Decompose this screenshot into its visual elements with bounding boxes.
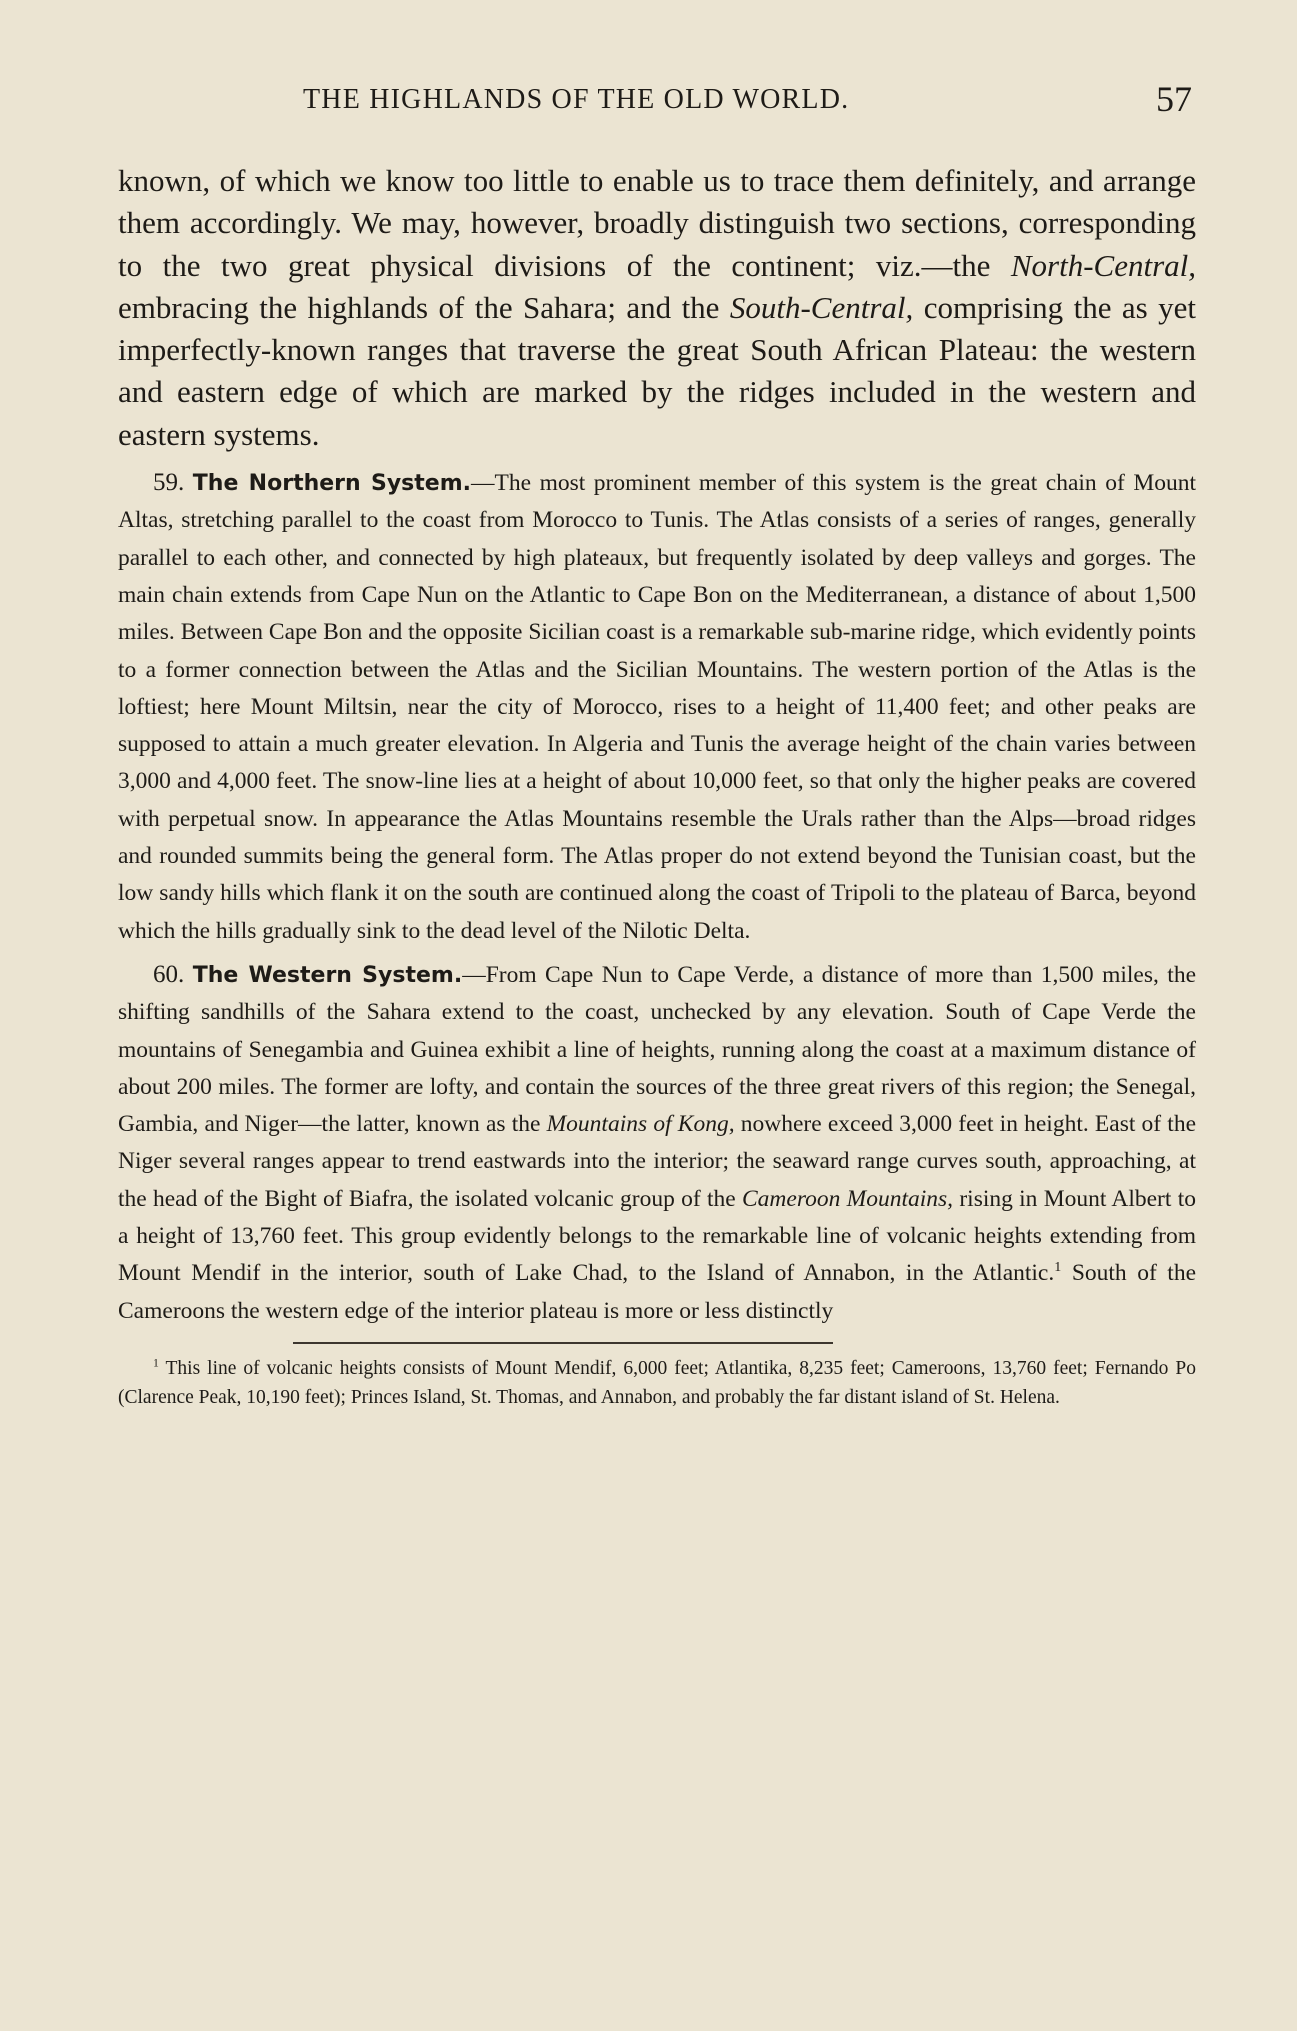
section-text-1: —From Cape Nun to Cape Verde, a distance of more than 1,500 miles, the shifting sandhills of the Sahara extend to the coast, unchecked by any elevation. South of Cape Verde the mountains of Senegambia and Guinea exhibit a line of heights, running along the coast at a maximum distance of about 200 miles. The former are lofty, and contain the sources of the three great rivers of this region; the Senegal, Gambia, and Niger—the latter, known as the	[118, 961, 1197, 1138]
footnote-reference: 1	[1054, 1259, 1062, 1276]
book-page	[118, 72, 1196, 1412]
term-cameroon-mountains: Cameroon Mountains,	[742, 1185, 954, 1212]
section-59	[118, 464, 1196, 950]
section-60	[118, 956, 1196, 1330]
intro-text-3: comprising the as yet imperfectly-known ranges that traverse the great South African Plateau: the western and eastern edge of which are marked by the ridges included in the western and eastern systems.	[118, 289, 1196, 452]
section-text-4: South of the Cameroons the western edge of the interior plateau is more or less distinctly	[118, 1260, 1196, 1324]
section-number: 59.	[153, 469, 185, 497]
footnote	[118, 1354, 1196, 1412]
footnote-text: This line of volcanic heights consists of Mount Mendif, 6,000 feet; Atlantika, 8,235 feet; Cameroons, 13,760 feet; Fernando Po (Clarence Peak, 10,190 feet); Princes Island, St. Thomas, and Annabon, and probably the far distant island of St. Helena.	[118, 1357, 1196, 1408]
section-heading: The Western System.	[192, 962, 463, 988]
term-north-central: North-Central,	[1010, 247, 1196, 283]
term-south-central: South-Central,	[729, 289, 914, 325]
section-text: —The most prominent member of this system is the great chain of Mount Altas, stretching parallel to the coast from Morocco to Tunis. The Atlas consists of a series of ranges, generally parallel to each other, and connected by high plateaux, but frequently isolated by deep valleys and gorges. The main chain extends from Cape Nun on the Atlantic to Cape Bon on the Mediterranean, a distance of about 1,500 miles. Between Cape Bon and the opposite Sicilian coast is a remarkable sub-marine ridge, which evidently points to a former connection between the Atlas and the Sicilian Mountains. The western portion of the Atlas is the loftiest; here Mount Miltsin, near the city of Morocco, rises to a height of 11,400 feet; and other peaks are supposed to attain a much greater elevation. In Algeria and Tunis the average height of the chain varies between 3,000 and 4,000 feet. The snow-line lies at a height of about 10,000 feet, so that only the higher peaks are covered with perpetual snow. In appearance the Atlas Mountains resemble the Urals rather than the Alps—broad ridges and rounded summits being the general form. The Atlas proper do not extend beyond the Tunisian coast, but the low sandy hills which flank it on the south are continued along the coast of Tripoli to the plateau of Barca, beyond which the hills gradually sink to the dead level of the Nilotic Delta.	[118, 470, 1196, 944]
section-number: 60.	[153, 960, 185, 988]
section-text-3: rising in Mount Albert to a height of 13,760 feet. This group evidently belongs to the remarkable line of volcanic heights extending from Mount Mendif in the interior, south of Lake Chad, to the Island of Annabon, in the Atlantic.	[118, 1185, 1196, 1287]
section-text-2: nowhere exceed 3,000 feet in height. East of the Niger several ranges appear to trend eastwards into the interior; the seaward range curves south, approaching, at the head of the Bight of Biafra, the isolated volcanic group of the	[118, 1111, 1197, 1212]
intro-paragraph	[118, 160, 1196, 456]
footnote-marker: 1	[153, 1356, 159, 1370]
footnote-divider	[293, 1342, 833, 1344]
running-header	[118, 72, 1196, 132]
section-heading: The Northern System.	[192, 471, 471, 497]
intro-text-2: embracing the highlands of the Sahara; and the	[118, 289, 730, 325]
page-number: 57	[1156, 79, 1192, 119]
intro-text-1: known, of which we know too little to enable us to trace them definitely, and arrange them accordingly. We may, however, broadly distinguish two sections, corresponding to the two great physical divisions of the continent; viz.—the	[118, 163, 1196, 283]
running-title: THE HIGHLANDS OF THE OLD WORLD.	[303, 84, 850, 115]
term-mountains-of-kong: Mountains of Kong,	[546, 1111, 735, 1138]
